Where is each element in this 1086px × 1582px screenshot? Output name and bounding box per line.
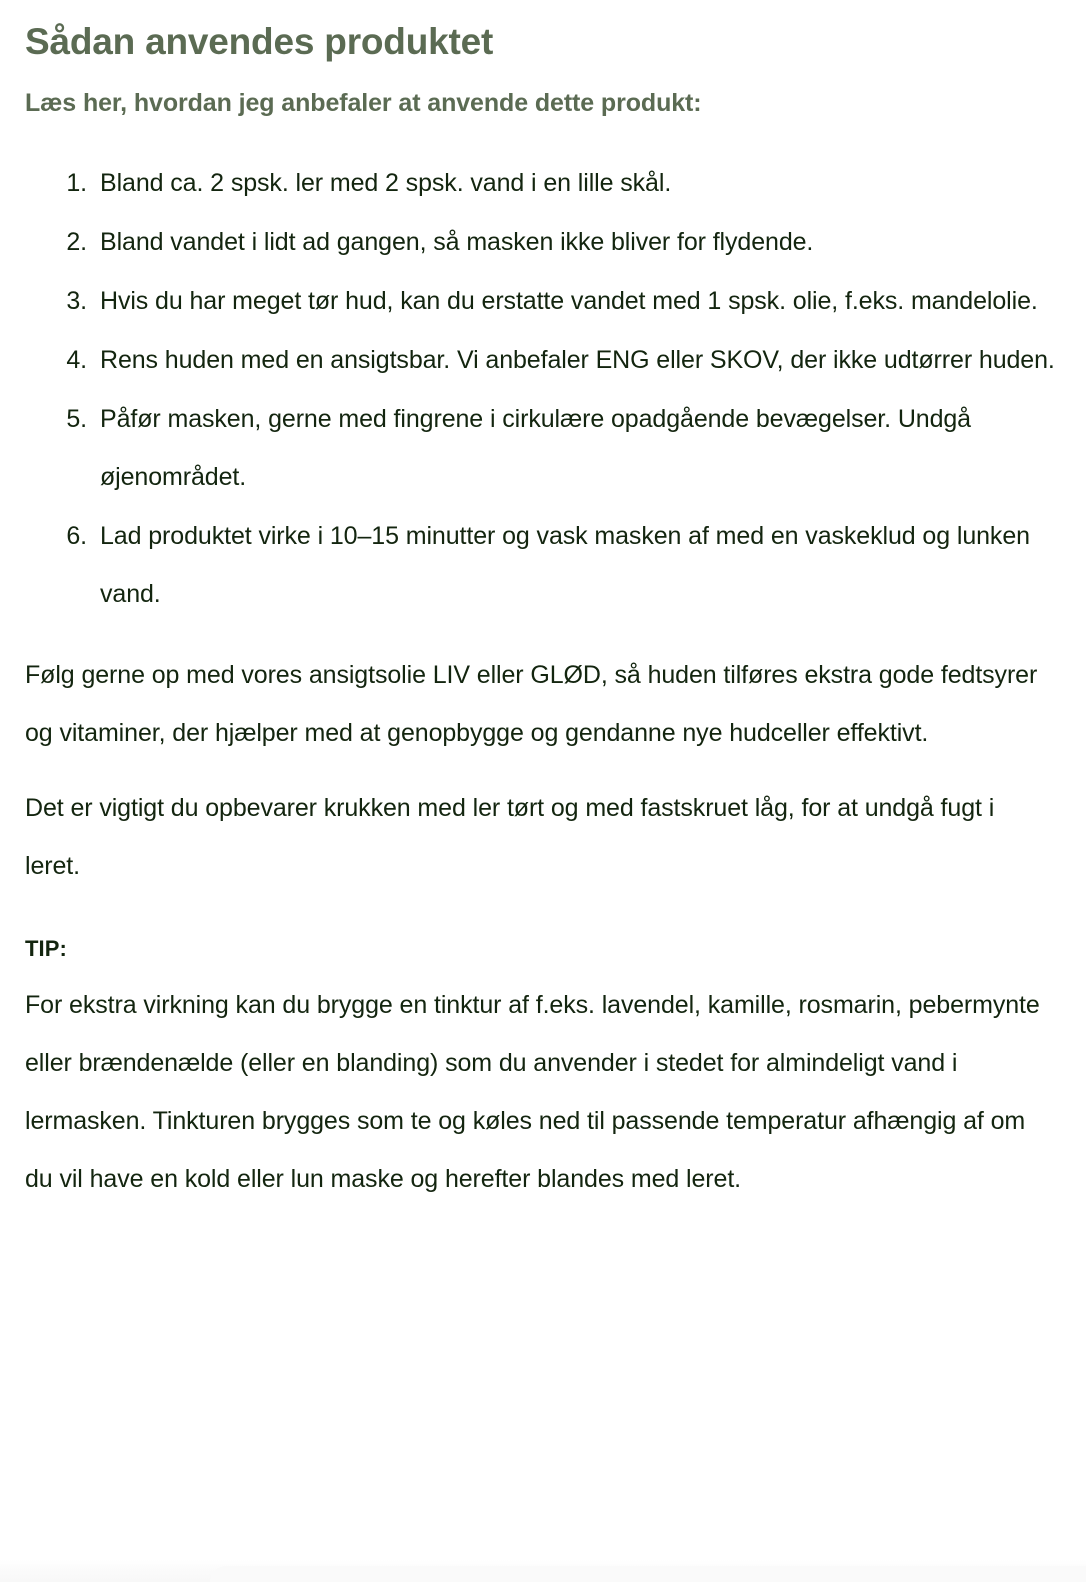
list-item bbox=[25, 272, 1061, 330]
list-item-text: Bland ca. 2 spsk. ler med 2 spsk. vand i en lille skål. bbox=[100, 168, 672, 197]
storage-paragraph: Det er vigtigt du opbevarer krukken med ler tørt og med fastskruet låg, for at undgå fugt i leret. bbox=[25, 793, 995, 880]
follow-up-paragraph: Følg gerne op med vores ansigtsolie LIV eller GLØD, så huden tilføres ekstra gode fedtsyrer og vitaminer, der hjælper med at genopbygge og gendanne nye hudceller effektivt. bbox=[25, 660, 1038, 747]
list-item-text: Påfør masken, gerne med fingrene i cirkulære opadgående bevægelser. Undgå øjenområdet. bbox=[100, 404, 971, 491]
list-item bbox=[25, 390, 1061, 506]
page-title: Sådan anvendes produktet bbox=[25, 21, 494, 62]
list-item-text: Lad produktet virke i 10–15 minutter og vask masken af med en vaskeklud og lunken vand. bbox=[100, 521, 1030, 608]
list-item-number: 2. bbox=[66, 227, 87, 256]
tip-label: TIP: bbox=[25, 935, 67, 961]
tip-paragraph: For ekstra virkning kan du brygge en tinktur af f.eks. lavendel, kamille, rosmarin, pebermynte eller brændenælde (eller en blanding) som du anvender i stedet for almindeligt vand i lermasken. Tinkturen brygges som te og køles ned til passende temperatur afhængig af om du vil have en kold eller lun maske og herefter blandes med leret. bbox=[25, 991, 1040, 1194]
list-item-text: Hvis du har meget tør hud, kan du erstatte vandet med 1 spsk. olie, f.eks. mandelolie. bbox=[100, 286, 1038, 315]
page-subtitle: Læs her, hvordan jeg anbefaler at anvende dette produkt: bbox=[25, 89, 702, 118]
bottom-band-inner bbox=[210, 1566, 1086, 1582]
list-item bbox=[25, 154, 1061, 212]
list-item-number: 6. bbox=[66, 521, 87, 550]
list-item-number: 1. bbox=[66, 168, 87, 197]
list-item-number: 3. bbox=[66, 286, 87, 315]
list-item-text: Rens huden med en ansigtsbar. Vi anbefaler ENG eller SKOV, der ikke udtørrer huden. bbox=[100, 345, 1055, 374]
bottom-section-band bbox=[0, 1560, 1086, 1582]
list-item bbox=[25, 213, 1061, 271]
usage-steps-list bbox=[0, 120, 1086, 623]
list-item-text: Bland vandet i lidt ad gangen, så masken ikke bliver for flydende. bbox=[100, 227, 814, 256]
list-item-number: 4. bbox=[66, 345, 87, 374]
list-item bbox=[25, 507, 1061, 623]
list-item bbox=[25, 331, 1061, 389]
list-item-number: 5. bbox=[66, 404, 87, 433]
